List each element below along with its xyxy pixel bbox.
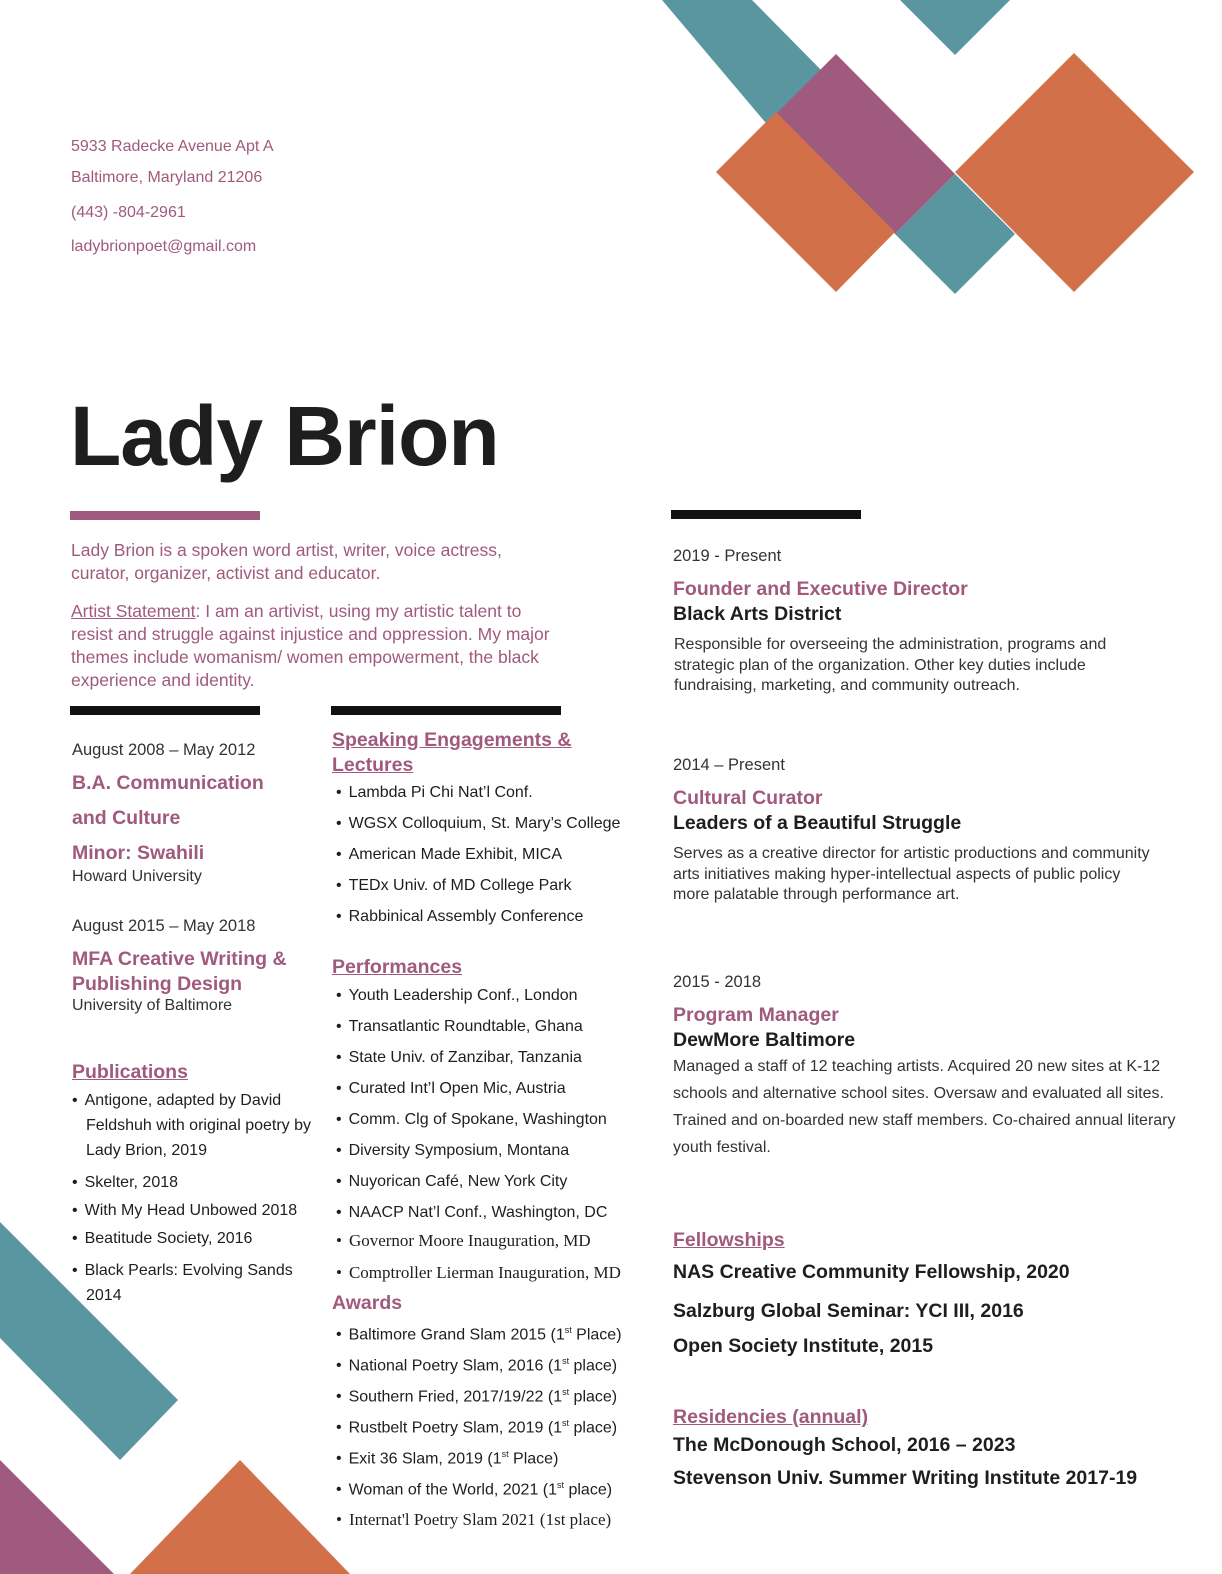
orange-triangle-bottom [130,1460,350,1574]
list-item [336,1387,617,1406]
divider-left [70,706,260,715]
list-item [336,1325,622,1344]
award-text: Rustbelt Poetry Slam, 2019 (1 [348,1419,563,1437]
speaking-heading-cont: Lectures [332,754,414,776]
list-item: • Skelter, 2018 [72,1170,326,1195]
award-text-end: Place) [571,1326,622,1344]
list-item: • Transatlantic Roundtable, Ghana [336,1018,583,1036]
list-item [336,1480,612,1499]
artist-statement-text: : I am an artivist, using my artistic talent to resist and struggle against injustice and oppression. My major themes include womanism/ women empowerment, the black experience and identity. [71,601,550,690]
publications-heading: Publications [72,1061,188,1083]
award-text: Exit 36 Slam, 2019 (1 [348,1450,502,1468]
email: ladybrionpoet@gmail.com [71,238,257,255]
list-item: • Curated Int’l Open Mic, Austria [336,1080,566,1098]
award-sup: st [562,1356,570,1366]
job-3-dates: 2015 - 2018 [673,973,762,991]
list-item: • Youth Leadership Conf., London [336,987,578,1005]
award-text-end: place) [569,1388,618,1406]
job-1-title: Founder and Executive Director [673,578,968,600]
edu-1-dates: August 2008 – May 2012 [72,741,256,759]
phone: (443) -804-2961 [71,204,186,221]
artist-statement-label: Artist Statement [71,601,196,621]
edu-1-school: Howard University [72,868,202,885]
job-2-org: Leaders of a Beautiful Struggle [673,812,962,834]
award-text-end: place) [564,1481,613,1499]
award-sup: st [501,1449,509,1459]
edu-2-degree: MFA Creative Writing & [72,948,287,970]
award-sup: st [564,1325,572,1335]
job-1-org: Black Arts District [673,603,842,625]
address-line-2: Baltimore, Maryland 21206 [71,169,263,186]
award-sup: st [562,1387,570,1397]
speaking-heading: Speaking Engagements & [332,729,572,751]
plum-divider [70,511,260,520]
list-item: • American Made Exhibit, MICA [336,846,562,864]
list-item: • Black Pearls: Evolving Sands 2014 [72,1258,316,1308]
edu-1-minor: Minor: Swahili [72,842,205,864]
list-item: • Comm. Clg of Spokane, Washington [336,1111,607,1129]
edu-2-dates: August 2015 – May 2018 [72,917,256,935]
page-title: Lady Brion [70,389,499,483]
performances-heading: Performances [332,956,463,978]
address-line-1: 5933 Radecke Avenue Apt A [71,138,274,155]
job-2-dates: 2014 – Present [673,756,785,774]
list-item: • NAACP Nat’l Conf., Washington, DC [336,1204,607,1222]
list-item: • WGSX Colloquium, St. Mary’s College [336,815,620,833]
fellowship-item: NAS Creative Community Fellowship, 2020 [673,1261,1070,1283]
award-text: Baltimore Grand Slam 2015 (1 [348,1326,565,1344]
list-item: • State Univ. of Zanzibar, Tanzania [336,1049,582,1067]
list-item [336,1356,617,1375]
list-item: • Antigone, adapted by David Feldshuh with original poetry by Lady Brion, 2019 [72,1088,326,1163]
job-3-org: DewMore Baltimore [673,1029,856,1051]
award-sup: st [557,1480,565,1490]
list-item: • Governor Moore Inauguration, MD [336,1231,591,1251]
awards-heading: Awards [332,1292,403,1314]
artist-statement [71,600,561,692]
intro-text: Lady Brion is a spoken word artist, writer, voice actress, curator, organizer, activist and educator. [71,540,502,583]
list-item: • Beatitude Society, 2016 [72,1226,326,1251]
edu-2-school: University of Baltimore [72,997,233,1014]
list-item: • With My Head Unbowed 2018 [72,1198,326,1223]
award-text: National Poetry Slam, 2016 (1 [348,1357,563,1375]
fellowship-item: Salzburg Global Seminar: YCI III, 2016 [673,1300,1024,1322]
list-item: • Comptroller Lierman Inauguration, MD [336,1263,621,1283]
divider-center [331,706,561,715]
list-item: • TEDx Univ. of MD College Park [336,877,571,895]
list-item [336,1418,617,1437]
award-text: Southern Fried, 2017/19/22 (1 [348,1388,563,1406]
plum-triangle-bottom [0,1460,114,1574]
list-item: • Diversity Symposium, Montana [336,1142,569,1160]
teal-triangle-top [900,0,1010,55]
award-text-end: place) [569,1419,618,1437]
award-text: Woman of the World, 2021 (1 [348,1481,558,1499]
list-item: • Rabbinical Assembly Conference [336,908,583,926]
edu-2-degree-cont: Publishing Design [72,973,243,995]
award-sup: st [562,1418,570,1428]
job-1-dates: 2019 - Present [673,547,782,565]
job-3-title: Program Manager [673,1004,839,1026]
residency-item: Stevenson Univ. Summer Writing Institute 2017-19 [673,1467,1138,1489]
fellowships-heading: Fellowships [673,1229,785,1251]
job-3-description: Managed a staff of 12 teaching artists. Acquired 20 new sites at K-12 schools and alternative school sites. Oversaw and evaluated all sites. Trained and on-boarded new staff members. Co-chaired annual literary youth festival. [673,1058,1176,1156]
fellowship-item: Open Society Institute, 2015 [673,1335,934,1357]
job-1-description: Responsible for overseeing the administration, programs and strategic plan of the organization. Other key duties include fundraising, marketing, and community outreach. [674,636,1107,694]
residencies-heading: Residencies (annual) [673,1406,869,1428]
residency-item: The McDonough School, 2016 – 2023 [673,1434,1016,1456]
award-text-end: place) [569,1357,618,1375]
list-item: • Lambda Pi Chi Nat’l Conf. [336,784,533,802]
job-2-description: Serves as a creative director for artistic productions and community arts initiatives making hyper-intellectual aspects of public policy more palatable through performance art. [673,845,1150,903]
divider-right [671,510,861,519]
award-text-end: Place) [508,1450,559,1468]
list-item [336,1449,558,1468]
job-2-title: Cultural Curator [673,787,823,809]
list-item: • Nuyorican Café, New York City [336,1173,567,1191]
list-item: • Internat'l Poetry Slam 2021 (1st place) [336,1510,611,1530]
edu-1-degree: B.A. Communication [72,772,264,794]
edu-1-degree-cont: and Culture [72,807,181,829]
